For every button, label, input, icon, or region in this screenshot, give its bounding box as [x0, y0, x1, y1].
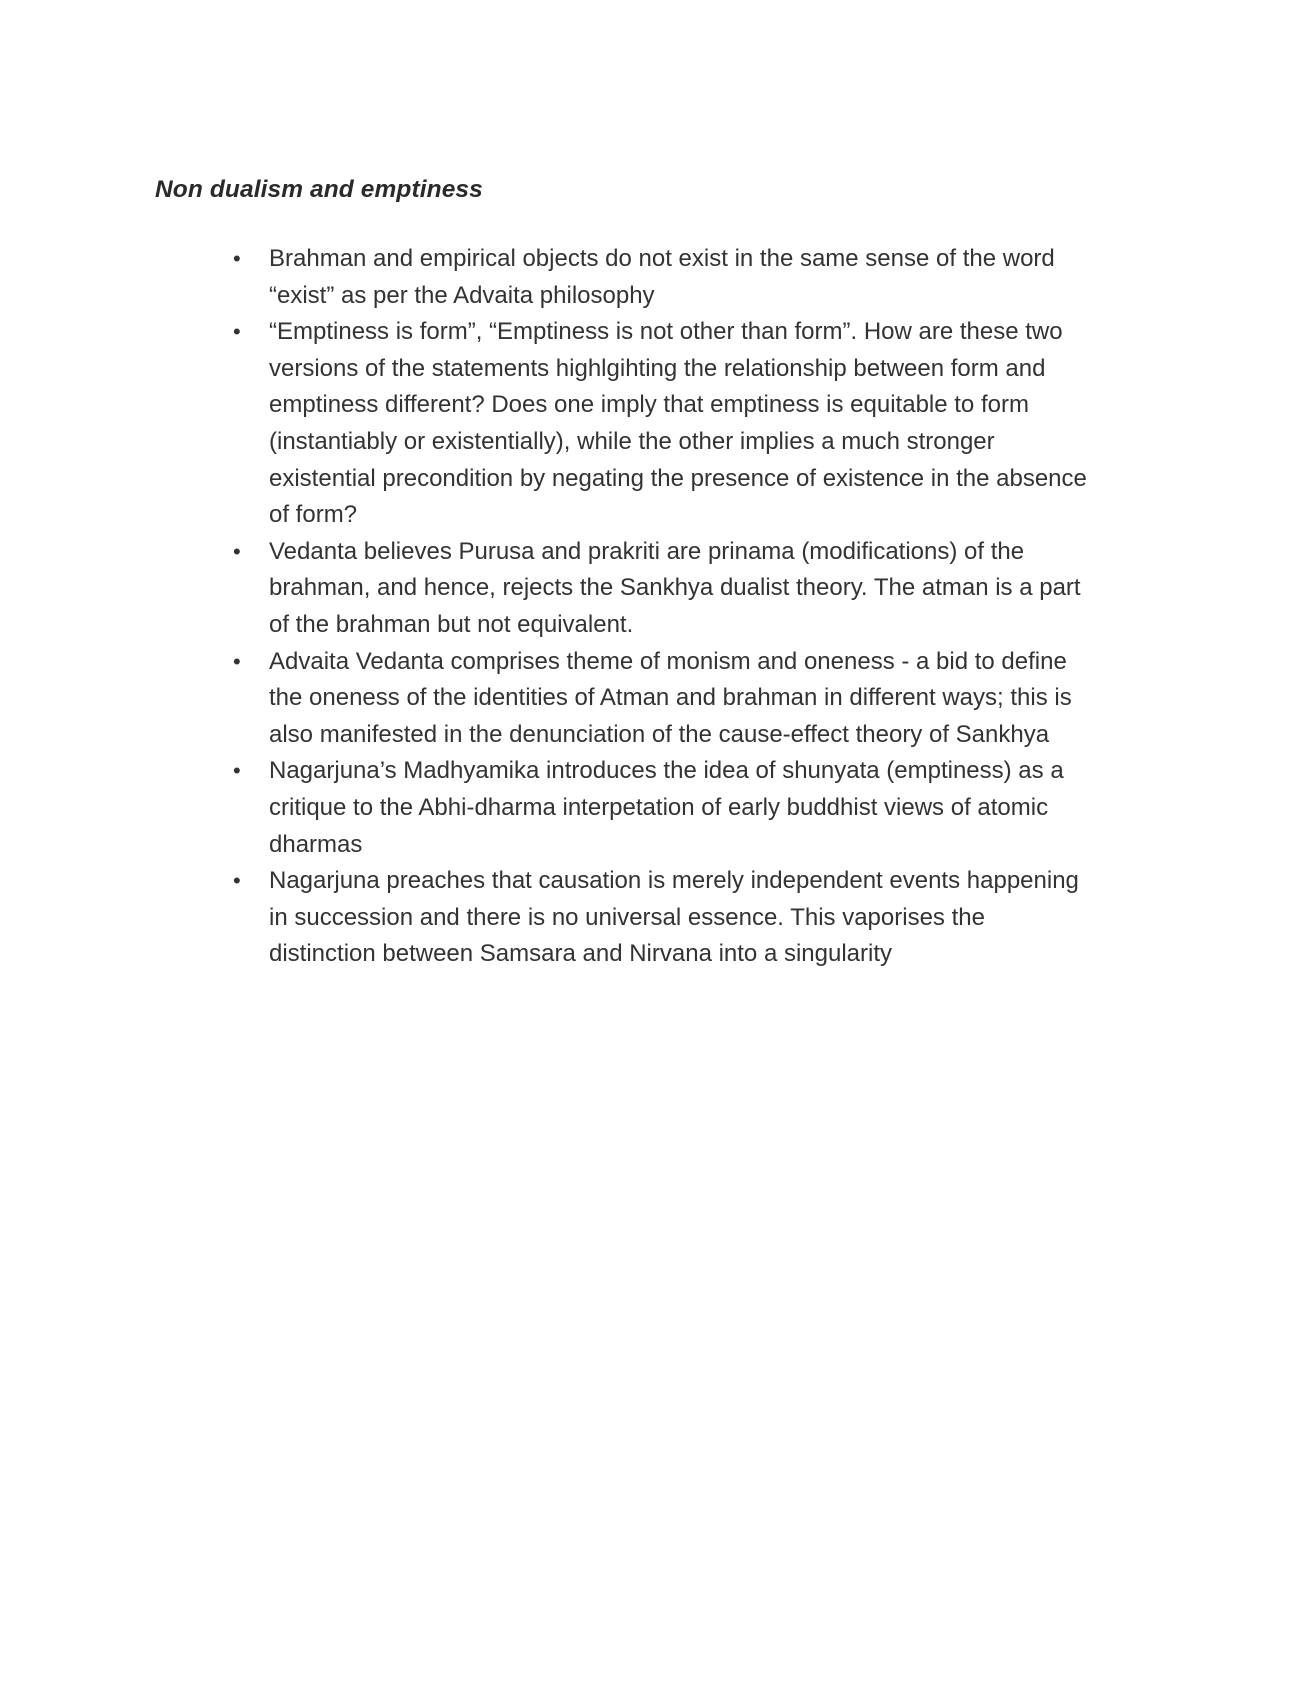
bullet-icon: •: [233, 868, 241, 894]
list-item: [233, 534, 1149, 644]
list-item-line: distinction between Samsara and Nirvana into a singularity: [269, 940, 893, 968]
bullet-icon: •: [233, 319, 241, 345]
list-item-line: Advaita Vedanta comprises theme of monism and oneness - a bid to define: [269, 647, 1067, 675]
bullet-icon: •: [233, 538, 241, 564]
bullet-icon: •: [233, 758, 241, 784]
list-item-line: of the brahman but not equivalent.: [269, 610, 634, 638]
bullet-list: [233, 241, 1149, 973]
list-item-line: Brahman and empirical objects do not exist in the same sense of the word: [269, 245, 1055, 272]
bullet-icon: •: [233, 648, 241, 674]
list-item-line: Vedanta believes Purusa and prakriti are prinama (modifications) of the: [269, 537, 1025, 565]
list-item: [233, 753, 1149, 863]
list-item-line: dharmas: [269, 830, 363, 858]
list-item: [233, 241, 1149, 314]
list-item-line: emptiness different? Does one imply that emptiness is equitable to form: [269, 391, 1029, 419]
list-item: [233, 644, 1149, 754]
list-item-line: “Emptiness is form”, “Emptiness is not other than form”. How are these two: [269, 318, 1063, 346]
list-item: [233, 314, 1149, 534]
list-item-line: Nagarjuna’s Madhyamika introduces the idea of shunyata (emptiness) as a: [269, 757, 1064, 785]
list-item-line: existential precondition by negating the presence of existence in the absence: [269, 464, 1087, 492]
list-item-line: the oneness of the identities of Atman and brahman in different ways; this is: [269, 684, 1072, 712]
list-item-line: in succession and there is no universal essence. This vaporises the: [269, 903, 985, 931]
section-heading: Non dualism and emptiness: [155, 176, 483, 203]
list-item-line: critique to the Abhi-dharma interpetation of early buddhist views of atomic: [269, 793, 1049, 821]
bullet-icon: •: [233, 246, 241, 271]
list-item: [233, 863, 1149, 973]
list-item-line: of form?: [269, 501, 358, 529]
list-item-line: also manifested in the denunciation of the cause-effect theory of Sankhya: [269, 720, 1050, 748]
list-item-line: versions of the statements highlgihting the relationship between form and: [269, 354, 1046, 382]
list-item-line: Nagarjuna preaches that causation is merely independent events happening: [269, 867, 1079, 895]
list-item-line: (instantiably or existentially), while the other implies a much stronger: [269, 427, 995, 455]
list-item-line: “exist” as per the Advaita philosophy: [269, 281, 655, 309]
list-item-line: brahman, and hence, rejects the Sankhya dualist theory. The atman is a part: [269, 574, 1081, 602]
